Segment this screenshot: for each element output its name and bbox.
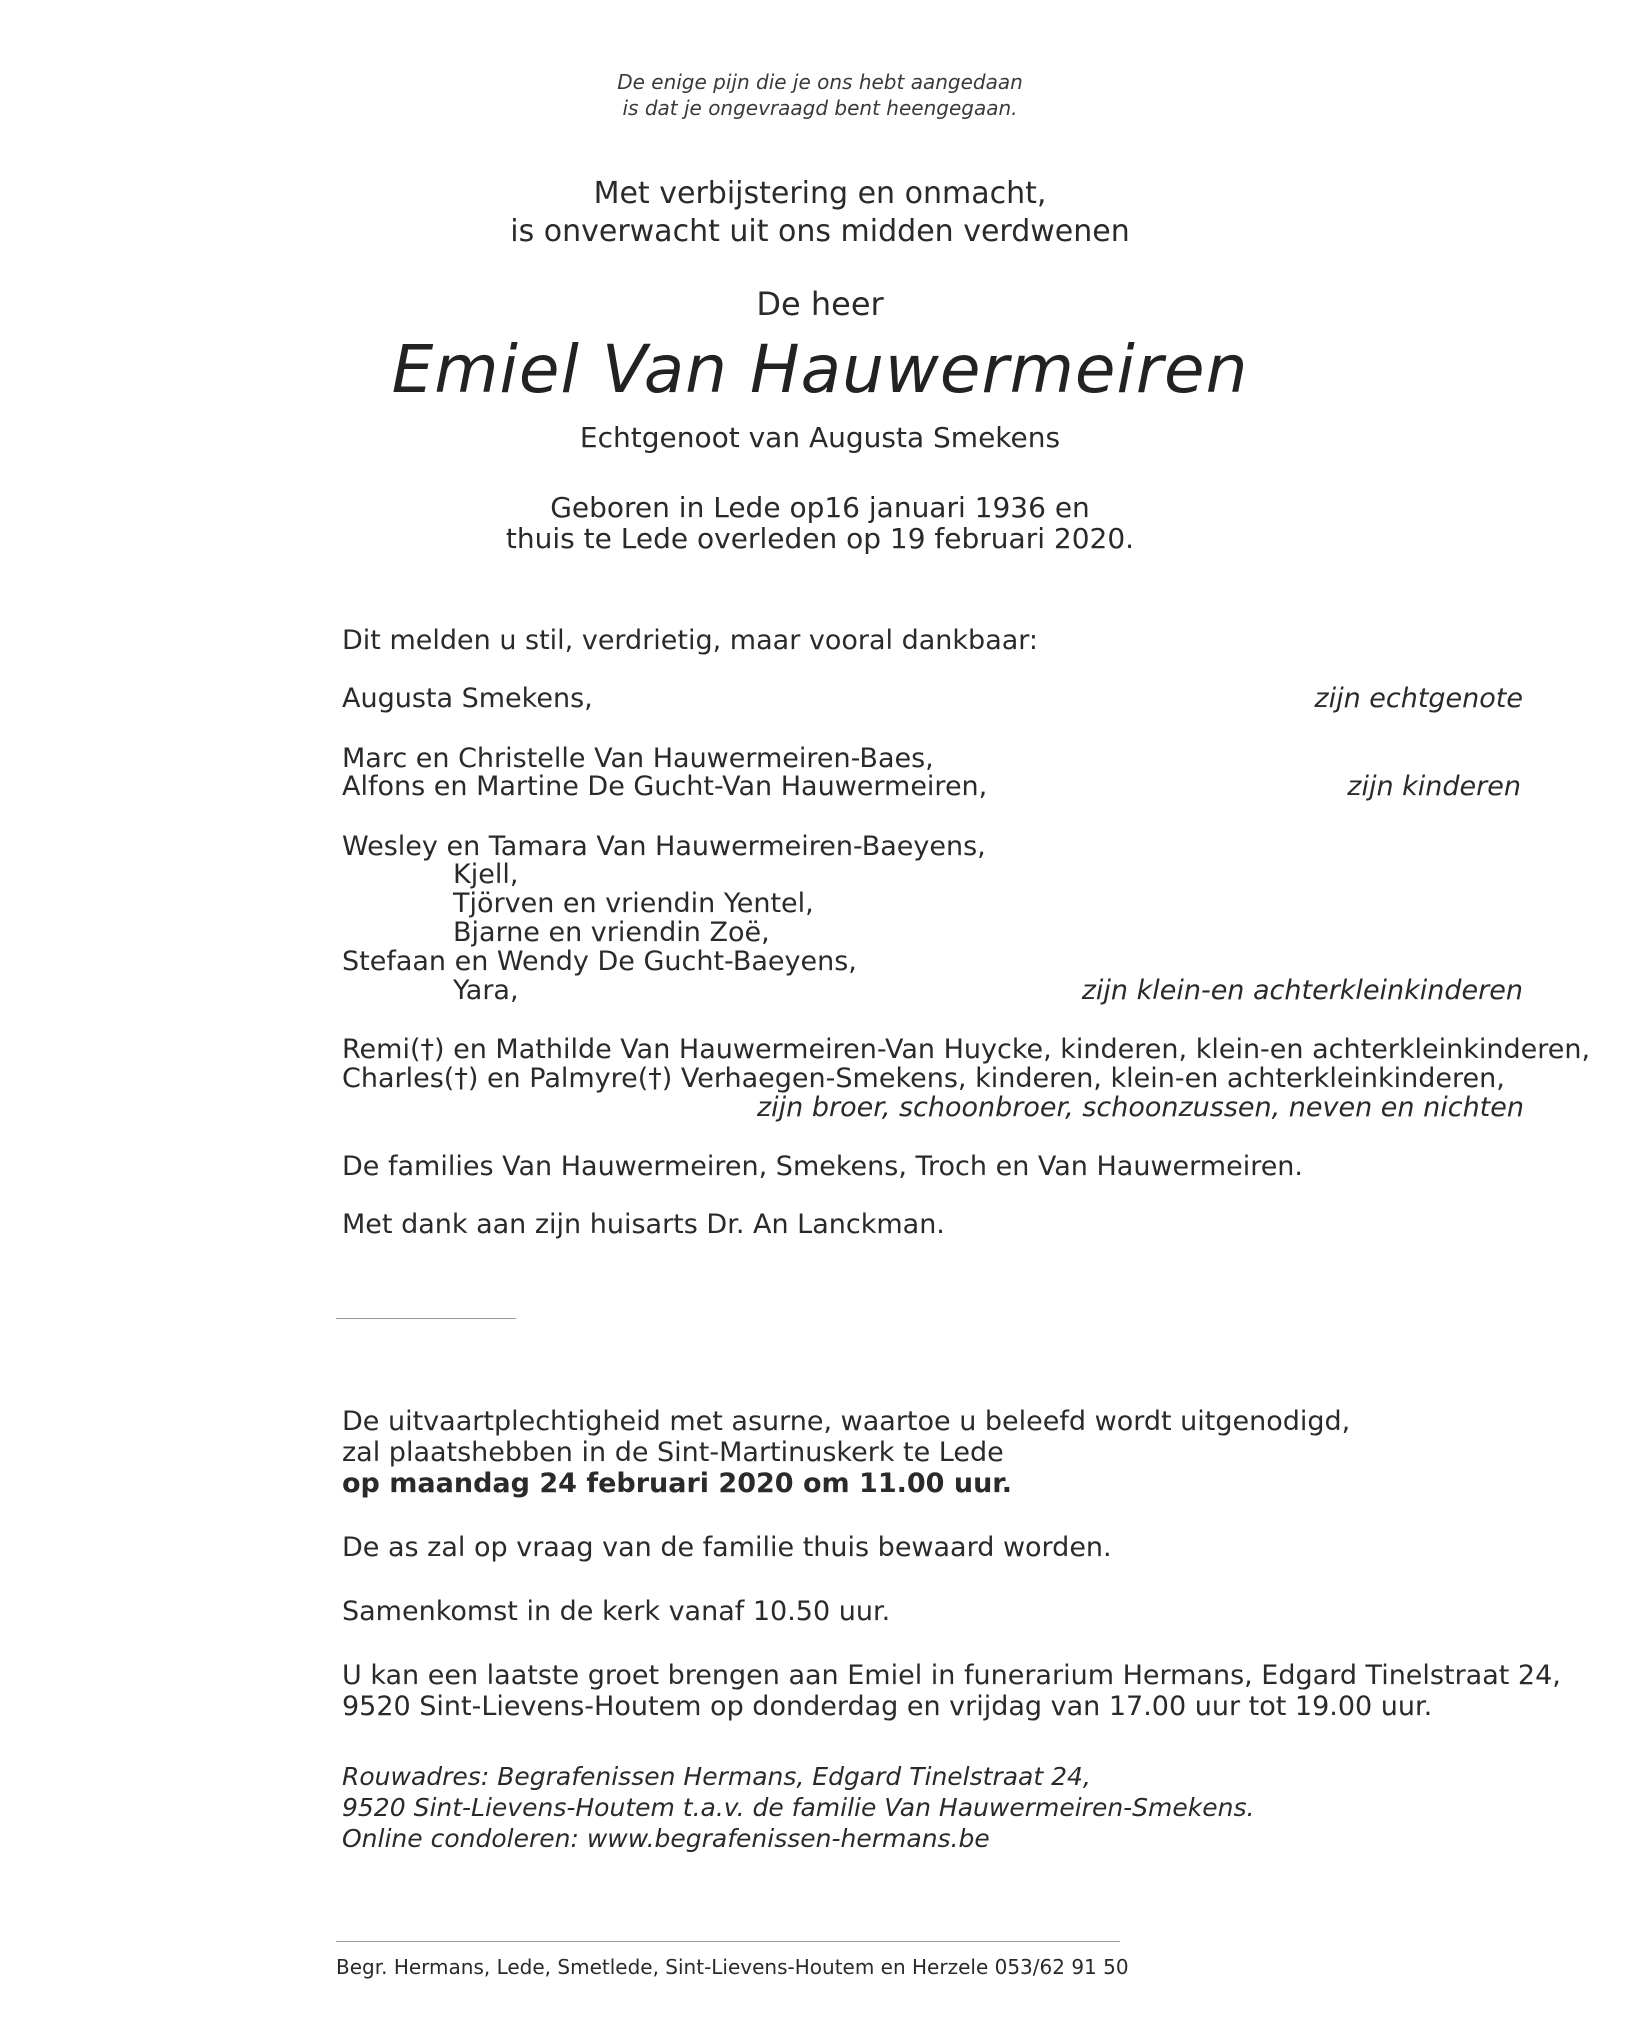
family-grandchildren-line-4: Bjarne en vriendin Zoë, [453, 917, 770, 948]
mourning-address-line-1: Rouwadres: Begrafenissen Hermans, Edgard Tinelstraat 24, [342, 1762, 1091, 1791]
family-grandchildren-line-6: Yara, [453, 975, 519, 1006]
spouse-line: Echtgenoot van Augusta Smekens [579, 421, 1061, 454]
family-grandchildren-line-5: Stefaan en Wendy De Gucht-Baeyens, [342, 946, 857, 977]
born-line: Geboren in Lede op16 januari 1936 en [550, 491, 1090, 524]
footer-rule [336, 1941, 1120, 1942]
intro-line-2: is onverwacht uit ons midden verdwenen [510, 214, 1130, 249]
ceremony-date: op maandag 24 februari 2020 om 11.00 uur. [342, 1468, 1013, 1499]
family-siblings-line-2: Charles(†) en Palmyre(†) Verhaegen-Smekens, kinderen, klein-en achterkleinkinderen, [342, 1063, 1505, 1094]
family-children-line-2: Alfons en Martine De Gucht-Van Hauwermeiren, [342, 771, 988, 802]
family-siblings-line-1: Remi(†) en Mathilde Van Hauwermeiren-Van Huycke, kinderen, klein-en achterkleinkinderen, [342, 1034, 1591, 1065]
family-grandchildren-line-3: Tjörven en vriendin Yentel, [453, 888, 814, 919]
ceremony-gathering: Samenkomst in de kerk vanaf 10.50 uur. [342, 1596, 891, 1627]
motto-line-2: is dat je ongevraagd bent heengegaan. [622, 96, 1018, 120]
footer-text: Begr. Hermans, Lede, Smetlede, Sint-Lievens-Houtem en Herzele 053/62 91 50 [336, 1955, 1129, 1979]
mourning-address-line-3: Online condoleren: www.begrafenissen-hermans.be [342, 1824, 990, 1853]
ceremony-visit-line-2: 9520 Sint-Lievens-Houtem op donderdag en vrijdag van 17.00 uur tot 19.00 uur. [342, 1691, 1433, 1722]
ceremony-line-2: zal plaatshebben in de Sint-Martinuskerk te Lede [342, 1437, 1004, 1468]
family-spouse-name: Augusta Smekens, [342, 683, 593, 714]
announcement: Dit melden u stil, verdrietig, maar vooral dankbaar: [342, 625, 1039, 656]
mourning-address-line-2: 9520 Sint-Lievens-Houtem t.a.v. de familie Van Hauwermeiren-Smekens. [342, 1793, 1255, 1822]
family-families: De families Van Hauwermeiren, Smekens, Troch en Van Hauwermeiren. [342, 1151, 1304, 1182]
honorific-title: De heer [756, 285, 884, 323]
ceremony-visit-line-1: U kan een laatste groet brengen aan Emiel in funerarium Hermans, Edgard Tinelstraat 24, [342, 1660, 1561, 1691]
motto-line-1: De enige pijn die je ons hebt aangedaan [617, 70, 1023, 94]
family-grandchildren-relation: zijn klein-en achterkleinkinderen [1081, 975, 1523, 1006]
family-thanks: Met dank aan zijn huisarts Dr. An Lanckman. [342, 1209, 945, 1240]
deceased-name: Emiel Van Hauwermeiren [391, 331, 1249, 408]
family-siblings-relation: zijn broer, schoonbroer, schoonzussen, neven en nichten [756, 1092, 1524, 1123]
ceremony-line-1: De uitvaartplechtigheid met asurne, waartoe u beleefd wordt uitgenodigd, [342, 1406, 1351, 1437]
family-children-line-1: Marc en Christelle Van Hauwermeiren-Baes, [342, 743, 934, 774]
section-divider [336, 1318, 516, 1319]
ceremony-ashes: De as zal op vraag van de familie thuis bewaard worden. [342, 1532, 1112, 1563]
intro-line-1: Met verbijstering en onmacht, [593, 176, 1047, 211]
family-children-relation: zijn kinderen [1347, 771, 1521, 802]
family-grandchildren-line-2: Kjell, [453, 859, 519, 890]
died-line: thuis te Lede overleden op 19 februari 2020. [505, 522, 1135, 555]
family-grandchildren-line-1: Wesley en Tamara Van Hauwermeiren-Baeyens, [342, 831, 986, 862]
family-spouse-relation: zijn echtgenote [1314, 683, 1523, 714]
